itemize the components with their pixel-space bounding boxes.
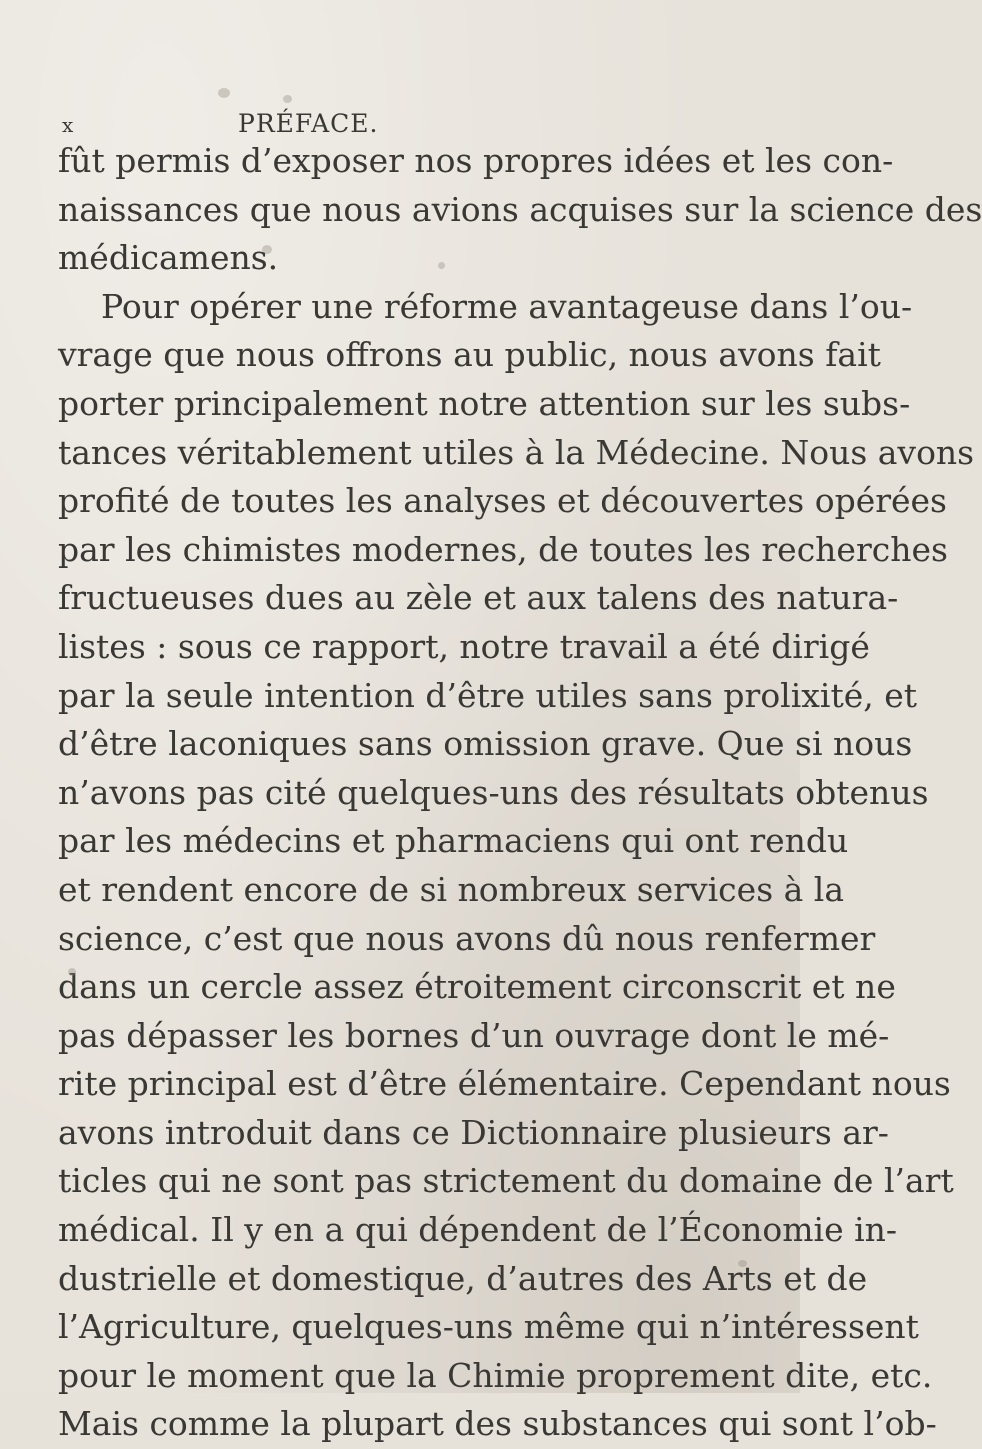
- text-line: et rendent encore de si nombreux services à la: [58, 869, 845, 909]
- text-line: vrage que nous offrons au public, nous avons fait: [58, 335, 881, 375]
- text-line: dans un cercle assez étroitement circonscrit et ne: [58, 967, 896, 1007]
- text-line: pour le moment que la Chimie proprement dite, etc.: [58, 1355, 933, 1395]
- paper-speck: [218, 88, 230, 98]
- text-line: pas dépasser les bornes d’un ouvrage dont le mé-: [58, 1015, 890, 1055]
- text-line: dustrielle et domestique, d’autres des Arts et de: [58, 1258, 868, 1298]
- page-number: x: [62, 113, 75, 137]
- text-line: science, c’est que nous avons dû nous renfermer: [58, 918, 876, 958]
- body-text: [58, 137, 982, 1449]
- text-line: listes : sous ce rapport, notre travail a été dirigé: [58, 626, 870, 666]
- text-line: tances véritablement utiles à la Médecine. Nous avons: [58, 432, 975, 472]
- text-line: naissances que nous avions acquises sur la science des: [58, 189, 982, 229]
- paper-speck: [262, 245, 272, 254]
- paper-speck: [438, 262, 445, 269]
- paper-speck: [68, 968, 76, 976]
- text-line: par les médecins et pharmaciens qui ont rendu: [58, 821, 849, 861]
- text-line: médicamens.: [58, 238, 279, 278]
- text-line: par la seule intention d’être utiles sans prolixité, et: [58, 675, 918, 715]
- text-line: médical. Il y en a qui dépendent de l’Économie in-: [58, 1210, 898, 1250]
- paper-speck: [283, 95, 292, 103]
- text-line: d’être laconiques sans omission grave. Que si nous: [58, 724, 913, 764]
- text-line: avons introduit dans ce Dictionnaire plusieurs ar-: [58, 1112, 889, 1152]
- text-line: Pour opérer une réforme avantageuse dans l’ou-: [101, 286, 913, 326]
- text-line: fructueuses dues au zèle et aux talens des natura-: [58, 578, 899, 618]
- text-line: par les chimistes modernes, de toutes les recherches: [58, 529, 948, 569]
- text-line: l’Agriculture, quelques-uns même qui n’intéressent: [58, 1307, 919, 1347]
- text-line: n’avons pas cité quelques-uns des résultats obtenus: [58, 772, 929, 812]
- running-title: PRÉFACE.: [238, 109, 379, 138]
- paper-speck: [738, 1260, 747, 1267]
- text-line: profité de toutes les analyses et découvertes opérées: [58, 481, 947, 521]
- text-line: ticles qui ne sont pas strictement du domaine de l’art: [58, 1161, 954, 1201]
- text-line: fût permis d’exposer nos propres idées et les con-: [58, 141, 894, 180]
- text-line: rite principal est d’être élémentaire. Cependant nous: [58, 1064, 951, 1104]
- text-line: porter principalement notre attention sur les subs-: [58, 383, 911, 423]
- text-line: Mais comme la plupart des substances qui sont l’ob-: [58, 1404, 937, 1444]
